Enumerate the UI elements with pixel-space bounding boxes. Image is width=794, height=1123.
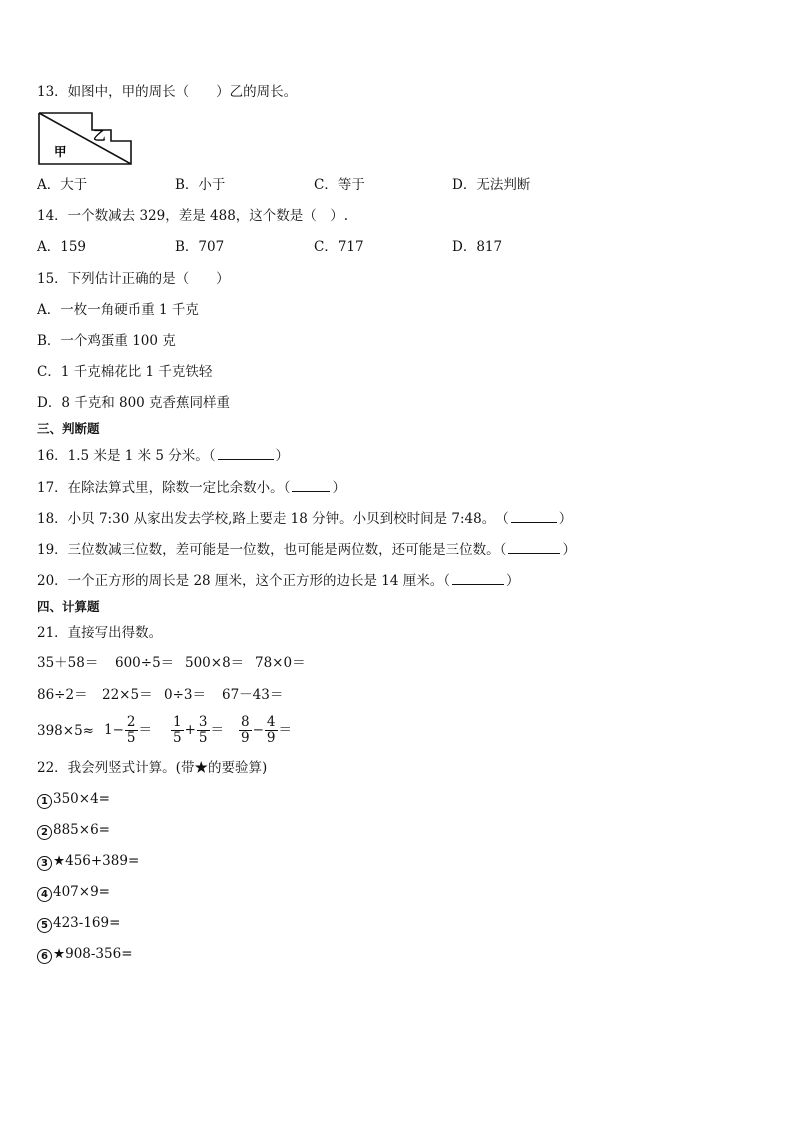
expr-part: ＝ bbox=[278, 722, 292, 738]
q21-r2-c1: 86÷2＝ bbox=[37, 687, 88, 703]
q14-option-c: C．717 bbox=[314, 239, 364, 255]
q22-item-3 bbox=[37, 852, 139, 871]
q21-r1-c3: 500×8＝ bbox=[185, 655, 245, 671]
q22-expr: 423-169= bbox=[53, 915, 121, 931]
q17 bbox=[37, 478, 346, 497]
q17-close: ） bbox=[332, 480, 346, 496]
q18-text: 18．小贝 7:30 从家出发去学校,路上要走 18 分钟。小贝到校时间是 7:48。 （ bbox=[37, 511, 509, 527]
numerator: 8 bbox=[241, 714, 250, 730]
q14-option-d: D．817 bbox=[452, 239, 503, 255]
q17-answer-blank[interactable] bbox=[292, 478, 330, 492]
q21-r2-c4: 67－43＝ bbox=[222, 687, 284, 703]
q18-close: ） bbox=[558, 511, 573, 527]
q13-stem: 13．如图中，甲的周长（ ）乙的周长。 bbox=[37, 84, 298, 100]
q21-r1-c1: 35＋58＝ bbox=[37, 655, 99, 671]
q20-answer-blank[interactable] bbox=[452, 571, 504, 585]
q16-text: 16．1.5 米是 1 米 5 分米。（ bbox=[37, 448, 216, 464]
numerator: 1 bbox=[173, 714, 182, 730]
q21-stem: 21．直接写出得数。 bbox=[37, 625, 163, 641]
q16 bbox=[37, 446, 289, 465]
q15-option-a: A．一枚一角硬币重 1 千克 bbox=[37, 302, 199, 318]
figure-label-jia: 甲 bbox=[54, 144, 67, 159]
q19-text: 19．三位数减三位数，差可能是一位数，也可能是两位数，还可能是三位数。（ bbox=[37, 542, 507, 558]
denominator: 5 bbox=[198, 730, 208, 746]
q19 bbox=[37, 540, 576, 559]
expr-part: 1− bbox=[104, 722, 124, 738]
section-heading-judge: 三、判断题 bbox=[37, 421, 100, 436]
fraction bbox=[197, 715, 210, 746]
q19-close: ） bbox=[562, 542, 576, 558]
fraction bbox=[171, 715, 184, 746]
q21-r3-c1: 398×5≈ bbox=[37, 723, 94, 739]
expr-part: ＝ bbox=[138, 722, 152, 738]
q15-option-d: D．8 千克和 800 克香蕉同样重 bbox=[37, 395, 231, 411]
q17-text: 17．在除法算式里，除数一定比余数小。（ bbox=[37, 480, 291, 496]
numerator: 2 bbox=[126, 714, 136, 730]
q14-option-a: A．159 bbox=[37, 239, 87, 255]
fraction bbox=[239, 715, 252, 746]
operator: − bbox=[252, 722, 264, 738]
denominator: 5 bbox=[126, 730, 136, 746]
q21-r3-c4 bbox=[238, 712, 292, 748]
denominator: 5 bbox=[173, 730, 182, 746]
q22-expr: 407×9= bbox=[53, 884, 110, 900]
circled-number: 5 bbox=[37, 918, 52, 933]
expr-part: ＝ bbox=[210, 722, 224, 738]
perimeter-figure bbox=[38, 112, 134, 166]
circled-number: 4 bbox=[37, 887, 52, 902]
q20 bbox=[37, 571, 519, 590]
q22-expr: ★456+389= bbox=[53, 853, 140, 869]
denominator: 9 bbox=[241, 730, 250, 746]
q21-r3-c3 bbox=[170, 712, 224, 748]
q18 bbox=[37, 509, 572, 528]
circled-number: 3 bbox=[37, 856, 52, 871]
q19-answer-blank[interactable] bbox=[508, 540, 560, 554]
q15-option-c: C．1 千克棉花比 1 千克铁轻 bbox=[37, 364, 213, 380]
fraction bbox=[125, 715, 138, 746]
q15-stem: 15．下列估计正确的是（ ） bbox=[37, 271, 230, 287]
q22-item-6 bbox=[37, 945, 133, 964]
q14-option-b: B．707 bbox=[175, 239, 225, 255]
q13-option-a: A．大于 bbox=[37, 177, 88, 193]
circled-number: 1 bbox=[37, 794, 52, 809]
numerator: 4 bbox=[266, 714, 276, 730]
q13-option-c: C．等于 bbox=[314, 177, 365, 193]
q21-r2-c2: 22×5＝ bbox=[102, 687, 153, 703]
q20-text: 20．一个正方形的周长是 28 厘米，这个正方形的边长是 14 厘米。（ bbox=[37, 573, 450, 589]
q22-expr: ★908-356= bbox=[53, 946, 133, 962]
q22-expr: 350×4= bbox=[53, 791, 110, 807]
q13-option-d: D．无法判断 bbox=[452, 177, 531, 193]
q22-stem: 22．我会列竖式计算。(带★的要验算) bbox=[37, 760, 268, 776]
q21-r2-c3: 0÷3＝ bbox=[164, 687, 206, 703]
q21-r1-c4: 78×0＝ bbox=[255, 655, 306, 671]
circled-number: 2 bbox=[37, 825, 52, 840]
figure-label-yi: 乙 bbox=[93, 128, 106, 143]
denominator: 9 bbox=[266, 730, 276, 746]
circled-number: 6 bbox=[37, 949, 52, 964]
q22-item-2 bbox=[37, 821, 110, 840]
q22-item-1 bbox=[37, 790, 110, 809]
fraction bbox=[265, 715, 278, 746]
q13-option-b: B．小于 bbox=[175, 177, 226, 193]
q22-expr: 885×6= bbox=[53, 822, 110, 838]
operator: + bbox=[184, 722, 196, 738]
q15-option-b: B．一个鸡蛋重 100 克 bbox=[37, 333, 176, 349]
section-heading-calc: 四、计算题 bbox=[37, 599, 100, 614]
q22-item-4 bbox=[37, 883, 110, 902]
q21-r3-c2 bbox=[104, 712, 152, 748]
q14-stem: 14．一个数减去 329，差是 488，这个数是（ ）. bbox=[37, 208, 349, 224]
q18-answer-blank[interactable] bbox=[511, 509, 557, 523]
numerator: 3 bbox=[198, 714, 208, 730]
q21-r1-c2: 600÷5＝ bbox=[115, 655, 175, 671]
q22-item-5 bbox=[37, 914, 120, 933]
q16-answer-blank[interactable] bbox=[218, 446, 274, 460]
q20-close: ） bbox=[505, 573, 520, 589]
q16-close: ） bbox=[275, 448, 290, 464]
